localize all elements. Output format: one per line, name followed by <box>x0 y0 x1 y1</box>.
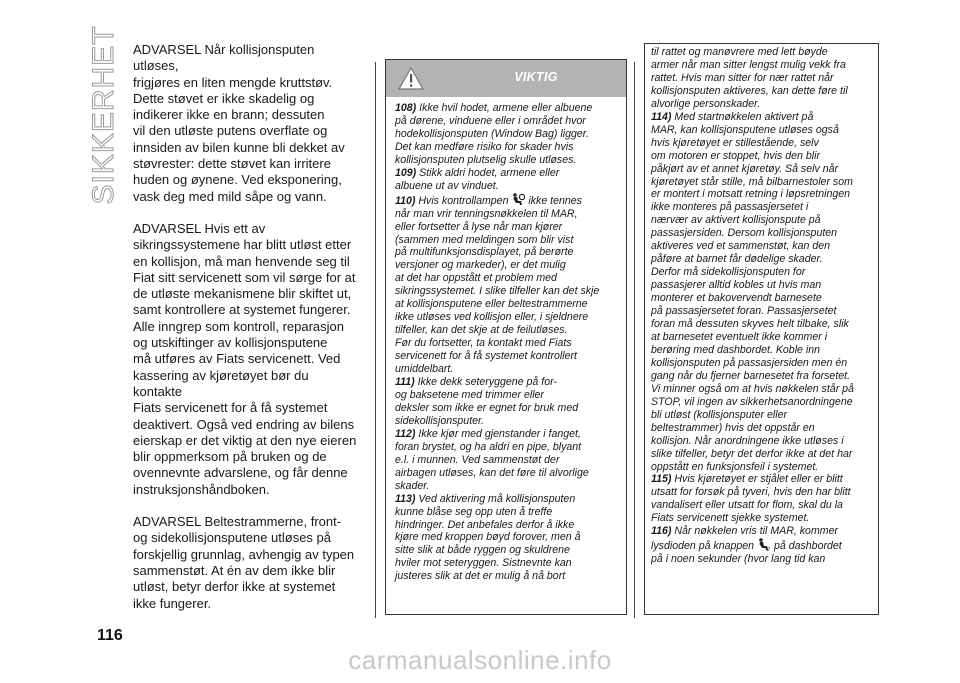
warning-paragraph-2: ADVARSEL Hvis ett av sikringssystemene har blitt utløst etter en kollisjon, må man henvende seg til Fiat sitt servicenett som vil sørge for at de utløste mekanismene blir skiftet ut, samt kontrollere at systemet fungerer. Alle inngrep som kontroll, reparasjon og utskiftinger av kollisjonsputene må utføres av Fiats servicenett. Ved kassering av kjøretøyet bør du kontakte Fiats servicenett for å få systemet deaktivert. Også ved endring av bilens eierskap er det viktig at den nye eieren blir oppmerksom på bruken og de ovennevnte advarslene, og får denne instruksjonshåndboken. <box>133 220 357 497</box>
note-text: Ikke dekk seteryggene på for- og baksetene med trimmer eller deksler som ikke er egnet for bruk med sidekollisjonsputer. <box>395 376 579 427</box>
warning-paragraph-1: ADVARSEL Når kollisjonsputen utløses, frigjøres en liten mengde kruttstøv. Dette støvet er ikke skadelig og indikerer ikke en brann; dessuten vil den utløste putens overflate og innsiden av bilen kunne bli dekket av støvrester: dette støvet kan irritere huden og øynene. Ved eksponering, vask deg med mild såpe og vann. <box>133 42 345 204</box>
note-112 <box>395 428 618 493</box>
note-number: 113) <box>395 492 416 505</box>
warning-paragraph-3: ADVARSEL Beltestrammerne, front- og sidekollisjonsputene utløses på forskjellig grunnlag, avhengig av typen sammenstøt. At én av dem ikke blir utløst, betyr derfor ikke at systemet ikke fungerer. <box>133 514 355 611</box>
note-number: 111) <box>395 376 415 389</box>
note-110 <box>395 193 618 376</box>
note-number: 115) <box>651 473 672 486</box>
note-116 <box>651 525 871 566</box>
note-text: når man vrir tenningsnøkkelen til MAR, eller fortsetter å lyse når man kjører (sammen med meldingen som blir vist på multifunksjonsdisplayet, på berørte versjoner og markeder), er det mulig at det har oppstått et problem med sikringssystemet. I slike tilfeller kan det skje at kollisjonsputene eller beltestrammerne ikke utløses ved kollisjon eller, i sjeldnere tilfeller, kan det skje at de feilutløses. Før du fortsetter, ta kontakt med Fiats servicenett for å få systemet kontrollert umiddelbart. <box>395 207 600 376</box>
left-column <box>133 42 361 628</box>
note-113 <box>395 493 618 584</box>
note-text: Ved aktivering må kollisjonsputen kunne blåse seg opp uten å treffe hindringer. Det anbefales derfor å ikke kjøre med kroppen bøyd forover, men å sitte slik at både ryggen og skuldrene hviler mot seteryggen. Sistnevnte kan justeres slik at det er mulig å nå bort <box>395 492 581 583</box>
note-111 <box>395 376 618 428</box>
note-114 <box>651 111 871 474</box>
viktig-box <box>385 59 627 615</box>
note-113-continued: til rattet og manøvrere med lett bøyde armer når man sitter lengst mulig vekk fra rattet. Hvis man sitter for nær rattet når kollisjonsputen aktiveres, kan dette føre til alvorlige personskader. <box>651 46 848 110</box>
note-number: 110) <box>395 194 416 207</box>
page-number: 116 <box>97 627 123 644</box>
note-text: Hvis kontrollampen <box>418 194 509 207</box>
note-108 <box>395 102 618 167</box>
section-title: SIKKERHET <box>87 25 120 205</box>
note-text: Når nøkkelen vris til MAR, kommer <box>674 525 839 538</box>
note-text: ikke tennes <box>528 194 582 207</box>
note-109 <box>395 167 618 193</box>
note-text: Ikke kjør med gjenstander i fanget, foran brystet, og ha aldri en pipe, blyant e.l. i munnen. Ved sammenstøt der airbagen utløses, kan det føre til alvorlige skader. <box>395 427 589 492</box>
viktig-box-continued <box>644 43 879 615</box>
note-115 <box>651 473 871 525</box>
note-text: Ikke hvil hodet, armene eller albuene på dørene, vinduene eller i området hvor hodekollisjonsputen (Window Bag) ligger. Det kan medføre risiko for skader hvis kollisjonsputen plutselig skulle utløses. <box>395 102 593 166</box>
note-text: Stikk aldri hodet, armene eller albuene ut av vinduet. <box>395 166 560 192</box>
svg-text:2: 2 <box>767 547 770 552</box>
note-text: Med startnøkkelen aktivert på MAR, kan kollisjonsputene utløses også hvis kjøretøyet er stillestående, selv om motoren er stoppet, hvis den blir påkjørt av et annet kjøretøy. Så selv når kjøretøyet står stille, må bilbarnestoler som er montert i motsatt retning i løpsretningen ikke monteres på passasjersetet i nærvær av aktivert kollisjonspute på passasjersiden. Dersom kollisjonsputen aktiveres ved et sammenstøt, kan den påføre at barnet får dødelige skader. Derfor må sidekollisjonsputen for passasjerer alltid kobles ut hvis man monterer et bakovervendt barnesete på passasjersetet foran. Passasjersetet foran må dessuten skyves helt tilbake, slik at barnesetet eventuelt ikke kommer i berøring med dashbordet. Koble inn kollisjonsputen på passasjersiden men én gang når du fjerner barnesetet fra forsetet. Vi minner også om at hvis nøkkelen står på STOP, vil ingen av sikkerhetsanordningene bli utløst (kollisjonsputer eller beltestrammer) hvis det oppstår en kollisjon. Når anordningene ikke utløses i slike tilfeller, betyr det derfor ikke at det har oppstått en funksjonsfeil i systemet. <box>651 110 854 473</box>
note-text: lysdioden på knappen <box>651 540 755 553</box>
note-number: 114) <box>651 110 672 123</box>
viktig-title: VIKTIG <box>514 70 558 84</box>
passenger-airbag-off-icon <box>757 538 771 551</box>
note-text: på dashbordet <box>773 540 842 553</box>
note-text: Hvis kjøretøyet er stjålet eller er blitt utsatt for forsøk på tyveri, hvis den har blitt vandalisert eller utsatt for flom, skal du la Fiats servicenett sjekke systemet. <box>651 473 851 525</box>
viktig-continued-body <box>645 44 878 566</box>
footer-watermark: carmanualsonline.info <box>348 645 612 675</box>
note-number: 109) <box>395 166 417 179</box>
note-number: 116) <box>651 525 672 538</box>
note-text: på i noen sekunder (hvor lang tid kan <box>651 553 826 566</box>
column-divider-2 <box>634 62 635 618</box>
section-title-vertical <box>84 25 124 205</box>
viktig-body <box>386 97 626 583</box>
column-divider-1 <box>375 62 376 618</box>
viktig-banner <box>386 60 626 97</box>
note-number: 108) <box>395 102 417 114</box>
note-number: 112) <box>395 427 416 440</box>
airbag-warning-lamp-icon <box>511 193 525 206</box>
